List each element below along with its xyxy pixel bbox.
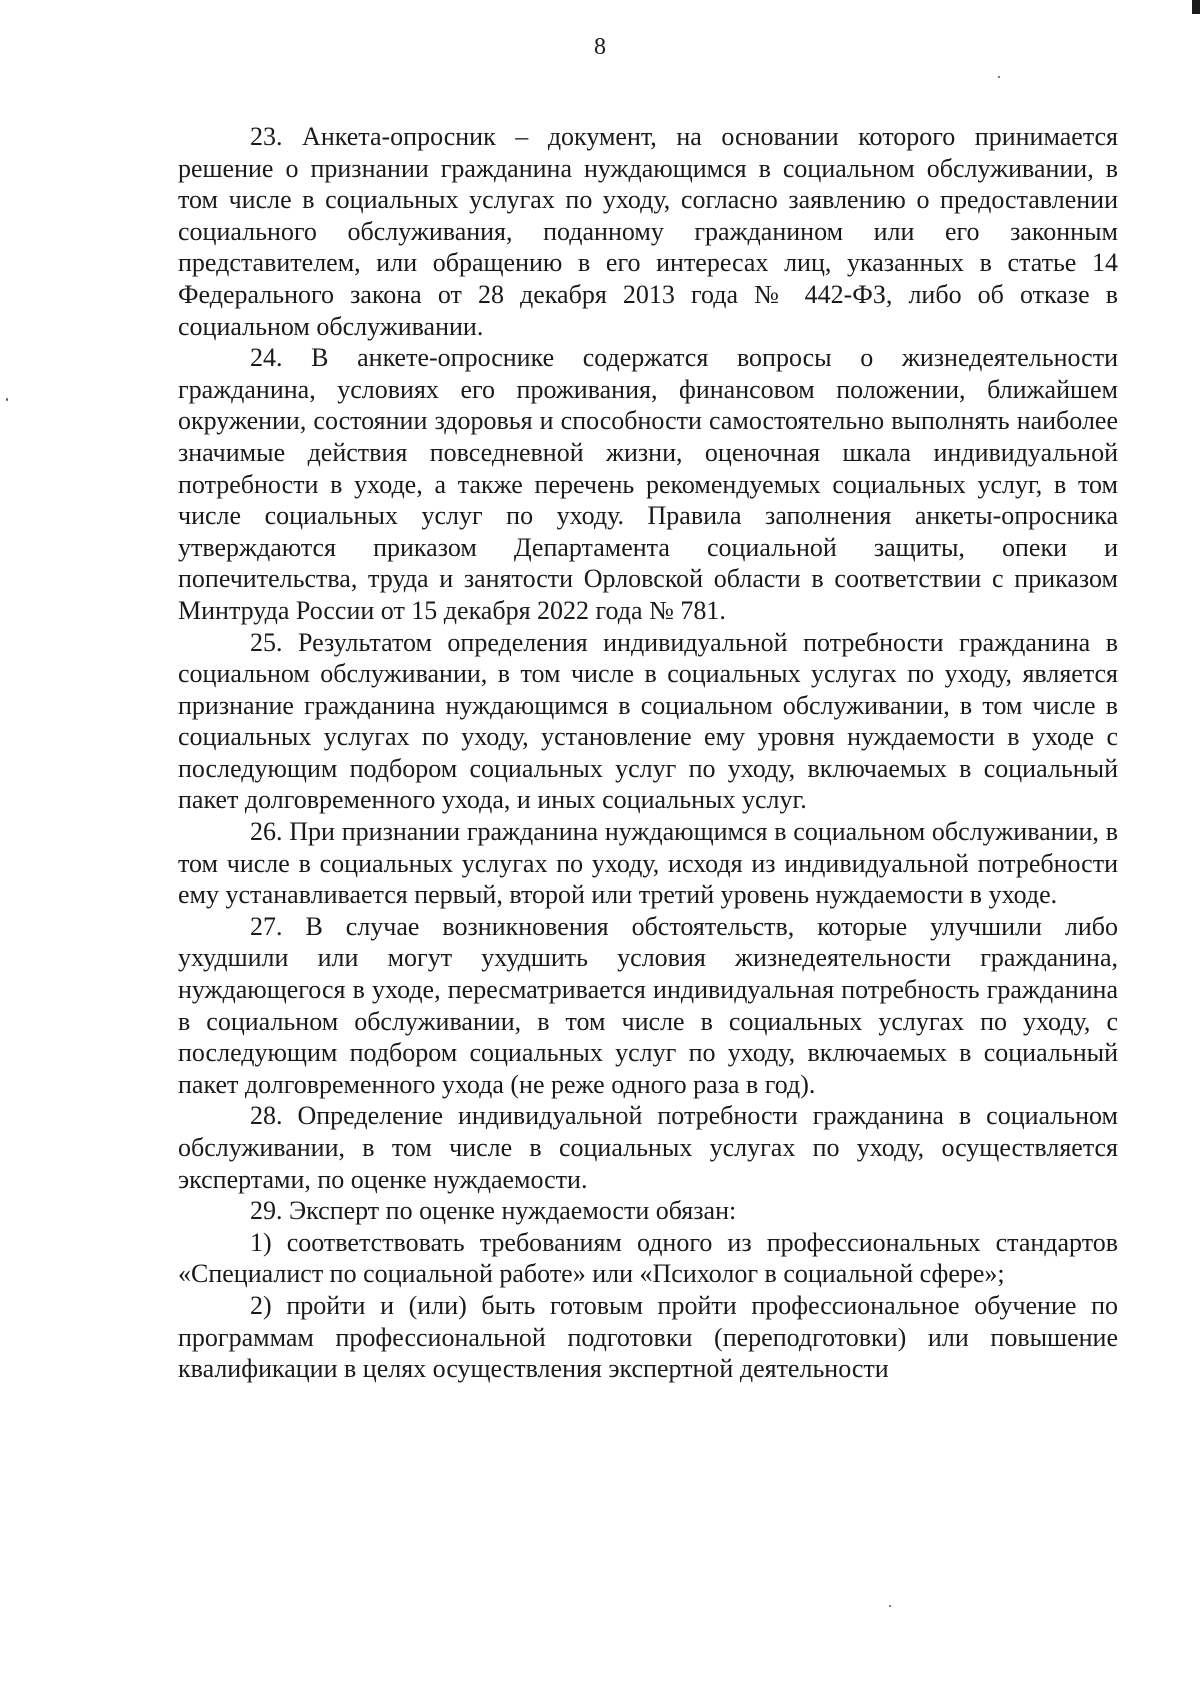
document-body [178, 121, 1118, 1385]
list-item-29-2: 2) пройти и (или) быть готовым пройти профессиональное обучение по программам профессиональной подготовки (переподготовки) или повышение квалификации в целях осуществления экспертной деятельности [178, 1290, 1118, 1384]
list-item-29-1: 1) соответствовать требованиям одного из профессиональных стандартов «Специалист по социальной работе» или «Психолог в социальной сфере»; [178, 1227, 1118, 1289]
paragraph-24: 24. В анкете-опроснике содержатся вопросы о жизнедеятельности гражданина, условиях его проживания, финансовом положении, ближайшем окружении, состоянии здоровья и способности самостоятельно выполнять наиболее значимые действия повседневной жизни, оценочная шкала индивидуальной потребности в уходе, а также перечень рекомендуемых социальных услуг, в том числе социальных услуг по уходу. Правила заполнения анкеты-опросника утверждаются приказом Департамента социальной защиты, опеки и попечительства, труда и занятости Орловской области в соответствии с приказом Минтруда России от 15 декабря 2022 года № 781. [178, 343, 1118, 625]
paragraph-23: 23. Анкета-опросник – документ, на основании которого принимается решение о признании гражданина нуждающимся в социальном обслуживании, в том числе в социальных услугах по уходу, согласно заявлению о предоставлении социального обслуживания, поданному гражданином или его законным представителем, или обращению в его интересах лиц, указанных в статье 14 Федерального закона от 28 декабря 2013 года № 442-ФЗ, либо об отказе в социальном обслуживании. [178, 122, 1118, 341]
paragraph-26: 26. При признании гражданина нуждающимся в социальном обслуживании, в том числе в социальных услугах по уходу, исходя из индивидуальной потребности ему устанавливается первый, второй или третий уровень нуждаемости в уходе. [178, 817, 1118, 910]
paragraph-27: 27. В случае возникновения обстоятельств, которые улучшили либо ухудшили или могут ухудшить условия жизнедеятельности гражданина, нуждающегося в уходе, пересматривается индивидуальная потребность гражданина в социальном обслуживании, в том числе в социальных услугах по уходу, с последующим подбором социальных услуг по уходу, включаемых в социальный пакет долговременного ухода (не реже одного раза в год). [178, 911, 1118, 1099]
scan-speck [889, 1605, 891, 1607]
paragraph-28: 28. Определение индивидуальной потребности гражданина в социальном обслуживании, в том числе в социальных услугах по уходу, осуществляется экспертами, по оценке нуждаемости. [178, 1101, 1118, 1194]
paragraph-29: 29. Эксперт по оценке нуждаемости обязан: [250, 1196, 737, 1226]
scan-corner-mark [1192, 0, 1200, 14]
page-number: 8 [594, 34, 606, 60]
paragraph-25: 25. Результатом определения индивидуальной потребности гражданина в социальном обслуживании, в том числе в социальных услугах по уходу, является признание гражданина нуждающимся в социальном обслуживании, в том числе в социальных услугах по уходу, установление ему уровня нуждаемости в уходе с последующим подбором социальных услуг по уходу, включаемых в социальный пакет долговременного ухода, и иных социальных услуг. [178, 627, 1118, 815]
scan-speck [6, 398, 8, 401]
scan-speck [998, 76, 1000, 78]
